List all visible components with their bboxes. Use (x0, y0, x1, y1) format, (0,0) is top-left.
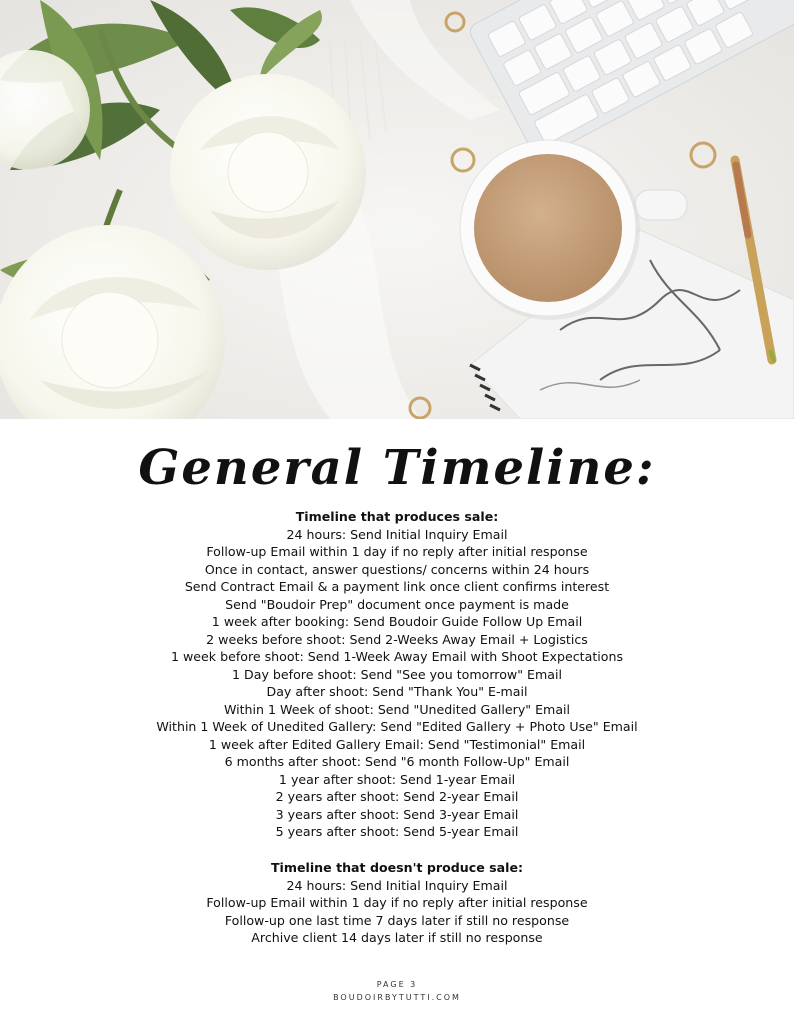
list-item: 2 years after shoot: Send 2-year Email (275, 789, 519, 804)
list-item: 1 week after Edited Gallery Email: Send "Testimonial" Email (208, 736, 586, 752)
list-item: 2 weeks before shoot: Send 2-Weeks Away Email + Logistics (206, 631, 588, 647)
list-item: Follow-up Email within 1 day if no reply after initial response (206, 895, 588, 910)
list-item: Once in contact, answer questions/ concerns within 24 hours (204, 561, 590, 577)
sale-timeline-heading: Timeline that produces sale: (295, 509, 499, 524)
list-item: Within 1 Week of shoot: Send "Unedited Gallery" Email (223, 701, 571, 717)
hero-photo (0, 0, 794, 419)
list-item: 6 months after shoot: Send "6 month Follow-Up" Email (224, 754, 570, 769)
list-item: 24 hours: Send Initial Inquiry Email (286, 877, 508, 893)
sale-timeline-list (0, 526, 794, 841)
sale-timeline-section (0, 508, 794, 841)
list-item: 1 week before shoot: Send 1-Week Away Email with Shoot Expectations (170, 649, 624, 664)
list-item: Day after shoot: Send "Thank You" E-mail (266, 684, 528, 699)
list-item: 24 hours: Send Initial Inquiry Email (286, 526, 508, 542)
list-item: Send "Boudoir Prep" document once payment is made (225, 596, 569, 612)
list-item: 5 years after shoot: Send 5-year Email (275, 824, 519, 839)
website-link[interactable]: BOUDOIRBYTUTTI.COM (333, 993, 461, 1002)
no-sale-timeline-section (0, 859, 794, 947)
list-item: 1 year after shoot: Send 1-year Email (278, 771, 516, 787)
desk-flatlay-photo (0, 0, 794, 419)
no-sale-timeline-list (0, 877, 794, 947)
page-number: PAGE 3 (376, 980, 418, 989)
list-item: Archive client 14 days later if still no response (251, 930, 543, 945)
list-item: 1 week after booking: Send Boudoir Guide Follow Up Email (211, 614, 583, 629)
list-item: 1 Day before shoot: Send "See you tomorrow" Email (232, 666, 562, 682)
list-item: Send Contract Email & a payment link once client confirms interest (184, 579, 610, 594)
no-sale-timeline-heading: Timeline that doesn't produce sale: (270, 860, 524, 875)
page-title: General Timeline: (138, 440, 656, 496)
list-item: 3 years after shoot: Send 3-year Email (275, 806, 519, 822)
list-item: Follow-up Email within 1 day if no reply after initial response (206, 544, 588, 559)
list-item: Within 1 Week of Unedited Gallery: Send "Edited Gallery + Photo Use" Email (156, 719, 638, 734)
list-item: Follow-up one last time 7 days later if still no response (224, 912, 570, 928)
